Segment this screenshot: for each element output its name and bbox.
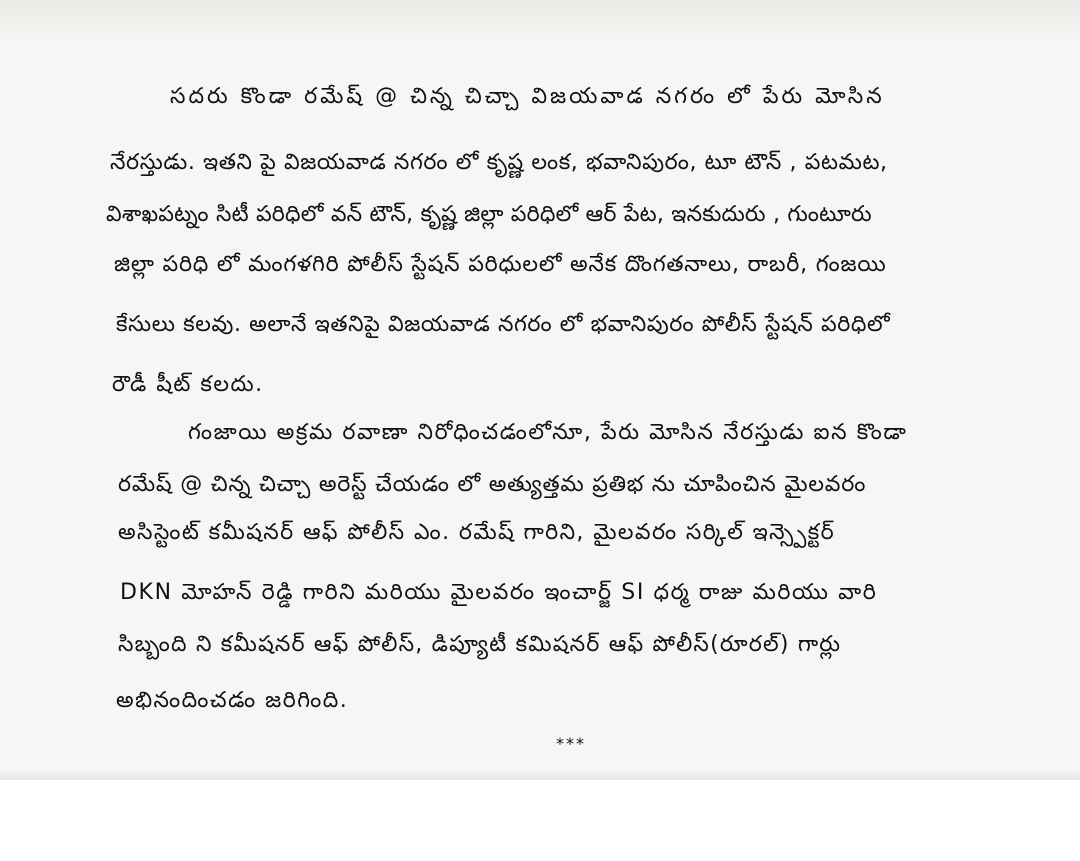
paragraph2-line-2: రమేష్ @ చిన్న చిచ్చా అరెస్ట్ చేయడం లో అత్యుత్తమ ప్రతిభ ను చూపించిన మైలవరం xyxy=(118,472,867,497)
paragraph2-line-6: అభినందించడం జరిగింది. xyxy=(116,688,349,713)
end-mark: *** xyxy=(556,734,586,753)
paragraph1-line-1: సదరు కొండా రమేష్ @ చిన్న చిచ్చా విజయవాడ నగరం లో పేరు మోసిన xyxy=(170,84,885,109)
paragraph1-line-2: నేరస్తుడు. ఇతని పై విజయవాడ నగరం లో కృష్ణ లంక, భవానిపురం, టూ టౌన్ , పటమట, xyxy=(110,150,888,175)
paragraph1-line-4: జిల్లా పరిధి లో మంగళగిరి పోలీస్ స్టేషన్ పరిధులలో అనేక దొంగతనాలు, రాబరీ, గంజయి xyxy=(114,252,887,277)
page-shadow-top xyxy=(0,0,1080,40)
paragraph2-line-1: గంజాయి అక్రమ రవాణా నిరోధించడంలోనూ, పేరు మోసిన నేరస్తుడు ఐన కొండా xyxy=(188,420,908,445)
page-shadow-bottom xyxy=(0,768,1080,780)
paragraph1-line-5: కేసులు కలవు. అలానే ఇతనిపై విజయవాడ నగరం లో భవానిపురం పోలీస్ స్టేషన్ పరిధిలో xyxy=(116,312,891,337)
paragraph2-line-3: అసిస్టెంట్ కమీషనర్ ఆఫ్ పోలీస్ ఎం. రమేష్ గారిని, మైలవరం సర్కిల్ ఇన్స్పెక్టర్ xyxy=(118,520,836,545)
paragraph1-line-6: రౌడీ షీట్ కలదు. xyxy=(112,372,264,397)
paragraph2-line-5: సిబ్బంది ని కమీషనర్ ఆఫ్ పోలీస్, డిప్యూటీ కమిషనర్ ఆఫ్ పోలీస్(రూరల్) గార్లు xyxy=(118,632,842,657)
paragraph2-line-4: DKN మోహన్ రెడ్డి గారిని మరియు మైలవరం ఇంచార్జ్ SI ధర్మ రాజు మరియు వారి xyxy=(120,580,878,605)
paragraph1-line-3: విశాఖపట్నం సిటీ పరిధిలో వన్ టౌన్, కృష్ణ జిల్లా పరిధిలో ఆర్ పేట, ఇనకుదురు , గుంటూరు xyxy=(106,202,872,227)
